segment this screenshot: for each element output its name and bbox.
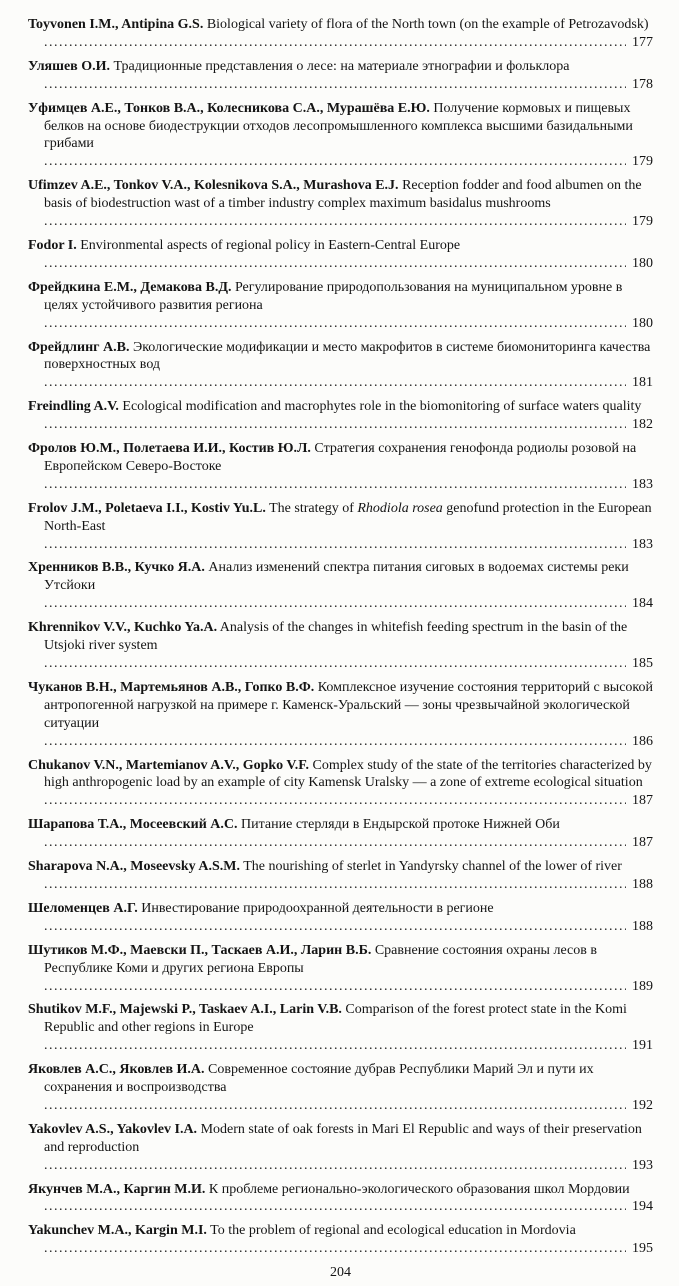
dot-leader (44, 1241, 653, 1256)
dot-leader (44, 793, 653, 808)
toc-entry (28, 398, 653, 434)
entry-page-number: 188 (626, 876, 653, 894)
entry-title: Reception fodder and food albumen on the basis of biodestruction wast of a timber industry complex maximum basidalus mushrooms (44, 178, 642, 212)
entry-page-number: 181 (626, 374, 653, 392)
entry-authors: Чуканов В.Н., Мартемьянов А.В., Гопко В.Ф. (28, 679, 315, 695)
toc-entry (28, 1222, 653, 1258)
dot-leader (44, 734, 653, 749)
entry-authors: Frolov J.M., Poletaeva I.I., Kostiv Yu.L. (28, 500, 266, 516)
entry-authors: Freindling A.V. (28, 399, 119, 415)
entry-authors: Шеломенцев А.Г. (28, 900, 138, 916)
entry-page-number: 189 (626, 978, 653, 996)
toc-entry (28, 1061, 653, 1115)
dot-leader (44, 835, 653, 850)
toc-entry (28, 1181, 653, 1217)
entry-page-number: 180 (626, 315, 653, 333)
dot-leader (44, 1038, 653, 1053)
entry-page-number: 177 (626, 34, 653, 52)
entry-authors: Yakunchev M.A., Kargin M.I. (28, 1223, 207, 1239)
entry-page-number: 187 (626, 792, 653, 810)
entry-page-number: 180 (626, 255, 653, 273)
entry-page-number: 179 (626, 213, 653, 231)
dot-leader (44, 596, 653, 611)
entry-title: Сравнение состояния охраны лесов в Республике Коми и других региона Европы (44, 942, 597, 976)
entry-title: Инвестирование природоохранной деятельности в регионе (137, 900, 494, 916)
entry-title: Environmental aspects of regional policy in Eastern-Central Europe (76, 237, 461, 253)
dot-leader (44, 919, 653, 934)
toc-list (28, 16, 653, 1264)
dot-leader (44, 214, 653, 229)
entry-authors: Fodor I. (28, 237, 77, 253)
entry-authors: Toyvonen I.M., Antipina G.S. (28, 17, 204, 32)
toc-entry (28, 58, 653, 94)
dot-leader (44, 537, 653, 552)
toc-entry (28, 279, 653, 333)
toc-entry (28, 100, 653, 172)
entry-page-number: 184 (626, 595, 653, 613)
toc-entry (28, 942, 653, 996)
footer-page-number: 204 (330, 1265, 351, 1281)
dot-leader (44, 316, 653, 331)
toc-entry (28, 619, 653, 673)
dot-leader (44, 417, 653, 432)
entry-page-number: 179 (626, 153, 653, 171)
entry-authors: Шутиков М.Ф., Маевски П., Таскаев А.И., Ларин В.Б. (28, 942, 372, 958)
entry-authors: Яковлев А.С., Яковлев И.А. (28, 1062, 205, 1078)
toc-entry (28, 16, 653, 52)
entry-title: The nourishing of sterlet in Yandyrsky channel of the lower of river (239, 859, 622, 875)
entry-authors: Уляшев О.И. (28, 58, 110, 74)
entry-page-number: 187 (626, 834, 653, 852)
page-footer (28, 1264, 653, 1286)
entry-page-number: 188 (626, 918, 653, 936)
entry-title: Analysis of the changes in whitefish feeding spectrum in the basin of the Utsjoki river system (44, 620, 628, 654)
entry-authors: Sharapova N.A., Moseevsky A.S.M. (28, 859, 240, 875)
entry-title: Регулирование природопользования на муниципальном уровне в целях устойчивого развития региона (44, 279, 623, 313)
toc-entry (28, 816, 653, 852)
entry-title: Ecological modification and macrophytes role in the biomonitoring of surface waters quality (118, 399, 642, 415)
entry-authors: Chukanov V.N., Martemianov A.V., Gopko V.F. (28, 757, 309, 773)
toc-entry (28, 440, 653, 494)
entry-title: genofund protection in the European North-East (44, 500, 652, 534)
entry-authors: Якунчев М.А., Каргин М.И. (28, 1181, 206, 1197)
entry-authors: Фрейдкина Е.М., Демакова В.Д. (28, 279, 232, 295)
entry-page-number: 185 (626, 655, 653, 673)
entry-title: To the problem of regional and ecological education in Mordovia (206, 1223, 576, 1239)
entry-title: Стратегия сохранения генофонда родиолы розовой на Европейском Северо-Востоке (44, 441, 637, 474)
dot-leader (44, 154, 653, 169)
entry-authors: Фролов Ю.М., Полетаева И.И., Костив Ю.Л. (28, 441, 311, 457)
entry-title: Комплексное изучение состояния территорий с высокой антропогенной нагрузкой на примере г. Каменск-Уральский — зоны чрезвычайной экологической ситуации (44, 679, 653, 731)
dot-leader (44, 877, 653, 892)
entry-authors: Фрейдлинг А.В. (28, 339, 130, 355)
dot-leader (44, 256, 653, 271)
dot-leader (44, 375, 653, 390)
entry-page-number: 183 (626, 476, 653, 494)
dot-leader (44, 1199, 653, 1214)
entry-authors: Shutikov M.F., Majewski P., Taskaev A.I., Larin V.B. (28, 1002, 342, 1018)
entry-title: Comparison of the forest protect state in the Komi Republic and other regions in Europe (44, 1002, 627, 1036)
entry-page-number: 182 (626, 416, 653, 434)
entry-title: The strategy of (265, 500, 358, 516)
entry-page-number: 193 (626, 1157, 653, 1175)
toc-entry (28, 757, 653, 811)
entry-authors: Уфимцев А.Е., Тонков В.А., Колесникова С.А., Мурашёва Е.Ю. (28, 100, 430, 116)
toc-entry (28, 858, 653, 894)
dot-leader (44, 1098, 653, 1113)
entry-page-number: 195 (626, 1240, 653, 1258)
entry-title: Питание стерляди в Ендырской протоке Нижней Оби (237, 817, 560, 833)
entry-page-number: 194 (626, 1198, 653, 1216)
entry-title: Традиционные представления о лесе: на материале этнографии и фольклора (110, 58, 570, 74)
toc-entry (28, 1121, 653, 1175)
toc-entry (28, 237, 653, 273)
toc-entry (28, 559, 653, 613)
entry-authors: Khrennikov V.V., Kuchko Ya.A. (28, 620, 218, 636)
entry-title: Получение кормовых и пищевых белков на основе биодеструкции отходов лесопромышленного комплекса высшими базидальными грибами (44, 100, 633, 152)
entry-page-number: 191 (626, 1037, 653, 1055)
entry-title: Biological variety of flora of the North town (on the example of Petrozavodsk) (203, 17, 649, 32)
entry-title: Complex study of the state of the territories characterized by high anthropogenic load by an example of city Kamensk Uralsky — a zone of extreme ecological situation (44, 757, 652, 791)
dot-leader (44, 77, 653, 92)
toc-entry (28, 339, 653, 393)
entry-authors: Шарапова Т.А., Мосеевский А.С. (28, 817, 238, 833)
entry-title: Анализ изменений спектра питания сиговых в водоемах системы реки Утсйоки (44, 560, 629, 594)
entry-authors: Хренников В.В., Кучко Я.А. (28, 560, 205, 576)
entry-title: Современное состояние дубрав Республики Марий Эл и пути их сохранения и воспроизводства (44, 1062, 594, 1096)
dot-leader (44, 1158, 653, 1173)
toc-entry (28, 900, 653, 936)
entry-page-number: 186 (626, 733, 653, 751)
entry-title: К проблеме регионально-экологического образования школ Мордовии (205, 1181, 630, 1197)
entry-page-number: 178 (626, 76, 653, 94)
entry-page-number: 183 (626, 536, 653, 554)
toc-entry (28, 1001, 653, 1055)
entry-authors: Ufimzev A.E., Tonkov V.A., Kolesnikova S.A., Murashova E.J. (28, 178, 399, 194)
dot-leader (44, 35, 653, 50)
entry-title: Rhodiola rosea (357, 500, 443, 516)
entry-page-number: 192 (626, 1097, 653, 1115)
toc-entry (28, 679, 653, 751)
toc-entry (28, 500, 653, 554)
entry-title: Экологические модификации и место макрофитов в системе биомониторинга качества поверхностных вод (44, 339, 651, 373)
dot-leader (44, 477, 653, 492)
toc-entry (28, 177, 653, 231)
entry-authors: Yakovlev A.S., Yakovlev I.A. (28, 1121, 198, 1137)
dot-leader (44, 656, 653, 671)
entry-title: Modern state of oak forests in Mari El Republic and ways of their preservation and reproduction (44, 1121, 642, 1155)
dot-leader (44, 979, 653, 994)
